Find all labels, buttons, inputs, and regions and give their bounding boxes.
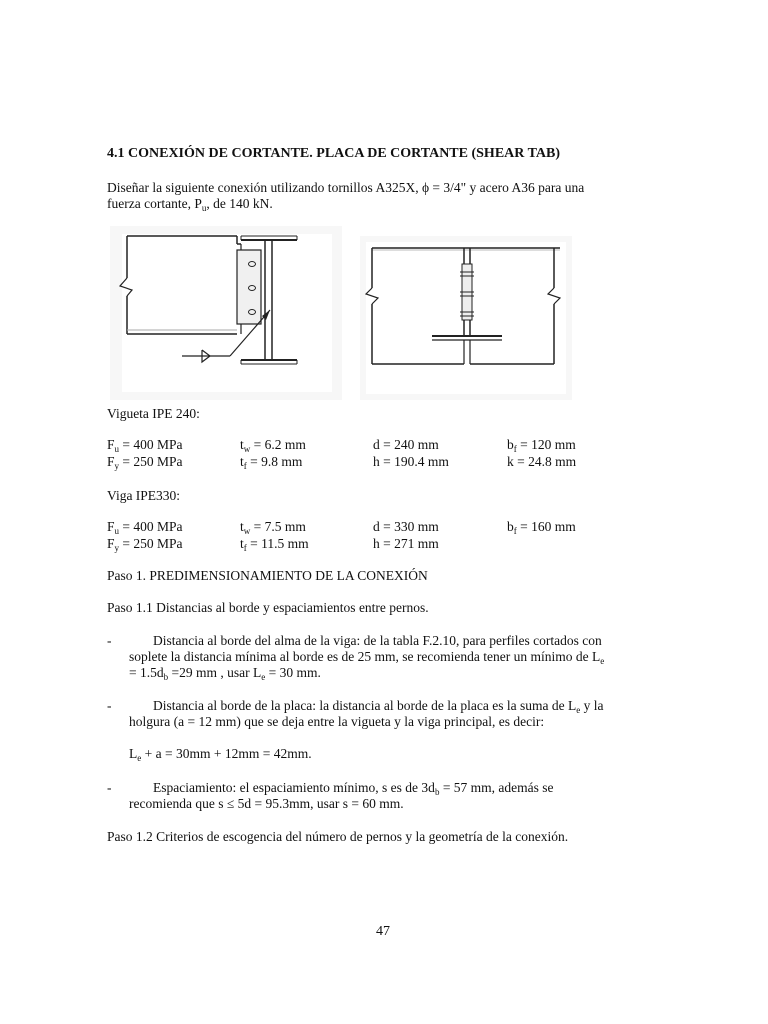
tw-sub: w bbox=[243, 526, 251, 536]
bullet-2-line-2: holgura (a = 12 mm) que se deja entre la vigueta y la viga principal, es decir: bbox=[129, 714, 545, 729]
paso-1-1-heading: Paso 1.1 Distancias al borde y espaciamientos entre pernos. bbox=[107, 600, 429, 615]
db-sub: b bbox=[434, 787, 440, 797]
intro-line-2 bbox=[107, 195, 273, 212]
fu-label: F bbox=[107, 437, 115, 452]
le-sub: e bbox=[137, 753, 142, 763]
paso-1-2-heading: Paso 1.2 Criterios de escogencia del número de pernos y la geometría de la conexión. bbox=[107, 829, 569, 844]
viga-tw bbox=[240, 518, 306, 535]
paso-1-heading: Paso 1. PREDIMENSIONAMIENTO DE LA CONEXIÓN bbox=[107, 568, 428, 583]
vigueta-bf bbox=[507, 436, 576, 453]
tf-sub: f bbox=[243, 461, 247, 471]
intro-sub: u bbox=[201, 203, 207, 213]
fu-sub: u bbox=[114, 526, 120, 536]
shear-tab-elevation-figure bbox=[110, 226, 342, 400]
bullet-1-text-3c: = 30 mm. bbox=[265, 665, 321, 680]
tf-label: t bbox=[240, 454, 244, 469]
fu-value: = 400 MPa bbox=[119, 437, 183, 452]
bf-label: b bbox=[507, 437, 514, 452]
bf-label: b bbox=[507, 519, 514, 534]
tw-value: = 7.5 mm bbox=[250, 519, 306, 534]
bf-sub: f bbox=[513, 444, 517, 454]
bullet-1-line-3 bbox=[129, 664, 321, 681]
le-sub: e bbox=[261, 672, 266, 682]
bullet-3-dash: - bbox=[107, 780, 112, 795]
vigueta-heading: Vigueta IPE 240: bbox=[107, 406, 200, 421]
intro-text-2: fuerza cortante, P bbox=[107, 196, 202, 211]
viga-h: h = 271 mm bbox=[373, 536, 439, 551]
viga-heading: Viga IPE330: bbox=[107, 488, 181, 503]
tf-value: = 9.8 mm bbox=[246, 454, 303, 469]
bullet-1-text-2: soplete la distancia mínima al borde es de 25 mm, se recomienda tener un mínimo de L bbox=[129, 649, 601, 664]
eq-l: L bbox=[129, 746, 138, 761]
page-number: 47 bbox=[376, 924, 390, 939]
intro-text-1: Diseñar la siguiente conexión utilizando tornillos A325X, ϕ = 3/4" y acero A36 para una bbox=[107, 180, 585, 195]
bullet-2-dash: - bbox=[107, 698, 112, 713]
bullet-3-line-2: recomienda que s ≤ 5d = 95.3mm, usar s = 60 mm. bbox=[129, 796, 404, 811]
viga-tf bbox=[240, 535, 309, 552]
intro-line-1 bbox=[107, 179, 662, 196]
bf-value: = 160 mm bbox=[516, 519, 576, 534]
tw-sub: w bbox=[243, 444, 251, 454]
fy-label: F bbox=[107, 454, 115, 469]
bullet-1-line-2 bbox=[129, 648, 604, 665]
viga-bf bbox=[507, 518, 576, 535]
tw-value: = 6.2 mm bbox=[250, 437, 306, 452]
bullet-1-line-1: Distancia al borde del alma de la viga: de la tabla F.2.10, para perfiles cortados con bbox=[153, 633, 602, 648]
bullet-1-text-3a: = 1.5d bbox=[129, 665, 164, 680]
eq-rest: + a = 30mm + 12mm = 42mm. bbox=[141, 746, 312, 761]
tw-label: t bbox=[240, 437, 244, 452]
fu-value: = 400 MPa bbox=[119, 519, 183, 534]
tf-label: t bbox=[240, 536, 244, 551]
bf-sub: f bbox=[513, 526, 517, 536]
bullet-1-dash: - bbox=[107, 633, 112, 648]
bullet-1-text-3b: =29 mm , usar L bbox=[168, 665, 262, 680]
bullet-3-text-1a: Espaciamiento: el espaciamiento mínimo, s es de 3d bbox=[153, 780, 435, 795]
fu-sub: u bbox=[114, 444, 120, 454]
fy-sub: y bbox=[114, 543, 120, 553]
fy-value: = 250 MPa bbox=[119, 536, 183, 551]
vigueta-k: k = 24.8 mm bbox=[507, 454, 577, 469]
bf-value: = 120 mm bbox=[516, 437, 576, 452]
vigueta-d: d = 240 mm bbox=[373, 437, 439, 452]
vigueta-h: h = 190.4 mm bbox=[373, 454, 449, 469]
bullet-3-line-1 bbox=[153, 779, 554, 796]
shear-tab-plan-figure bbox=[360, 236, 572, 400]
tf-sub: f bbox=[243, 543, 247, 553]
vigueta-tf bbox=[240, 453, 302, 470]
intro-text-2b: , de 140 kN. bbox=[206, 196, 273, 211]
viga-fy bbox=[107, 535, 183, 552]
fy-label: F bbox=[107, 536, 115, 551]
le-sub: e bbox=[576, 705, 581, 715]
vigueta-tw bbox=[240, 436, 306, 453]
le-sub: e bbox=[600, 656, 605, 666]
bullet-3-text-1b: = 57 mm, además se bbox=[439, 780, 554, 795]
bullet-2-text-1a: Distancia al borde de la placa: la distancia al borde de la placa es la suma de L bbox=[153, 698, 577, 713]
bullet-2-line-1 bbox=[153, 697, 603, 714]
fy-sub: y bbox=[114, 461, 120, 471]
bullet-2-equation bbox=[129, 745, 312, 762]
viga-d: d = 330 mm bbox=[373, 519, 439, 534]
fy-value: = 250 MPa bbox=[119, 454, 183, 469]
vigueta-fu bbox=[107, 436, 183, 453]
tf-value: = 11.5 mm bbox=[246, 536, 309, 551]
tw-label: t bbox=[240, 519, 244, 534]
viga-fu bbox=[107, 518, 183, 535]
section-title: 4.1 CONEXIÓN DE CORTANTE. PLACA DE CORTANTE (SHEAR TAB) bbox=[107, 146, 561, 161]
db-sub: b bbox=[163, 672, 169, 682]
vigueta-fy bbox=[107, 453, 183, 470]
bullet-2-text-1b: y la bbox=[580, 698, 604, 713]
fu-label: F bbox=[107, 519, 115, 534]
